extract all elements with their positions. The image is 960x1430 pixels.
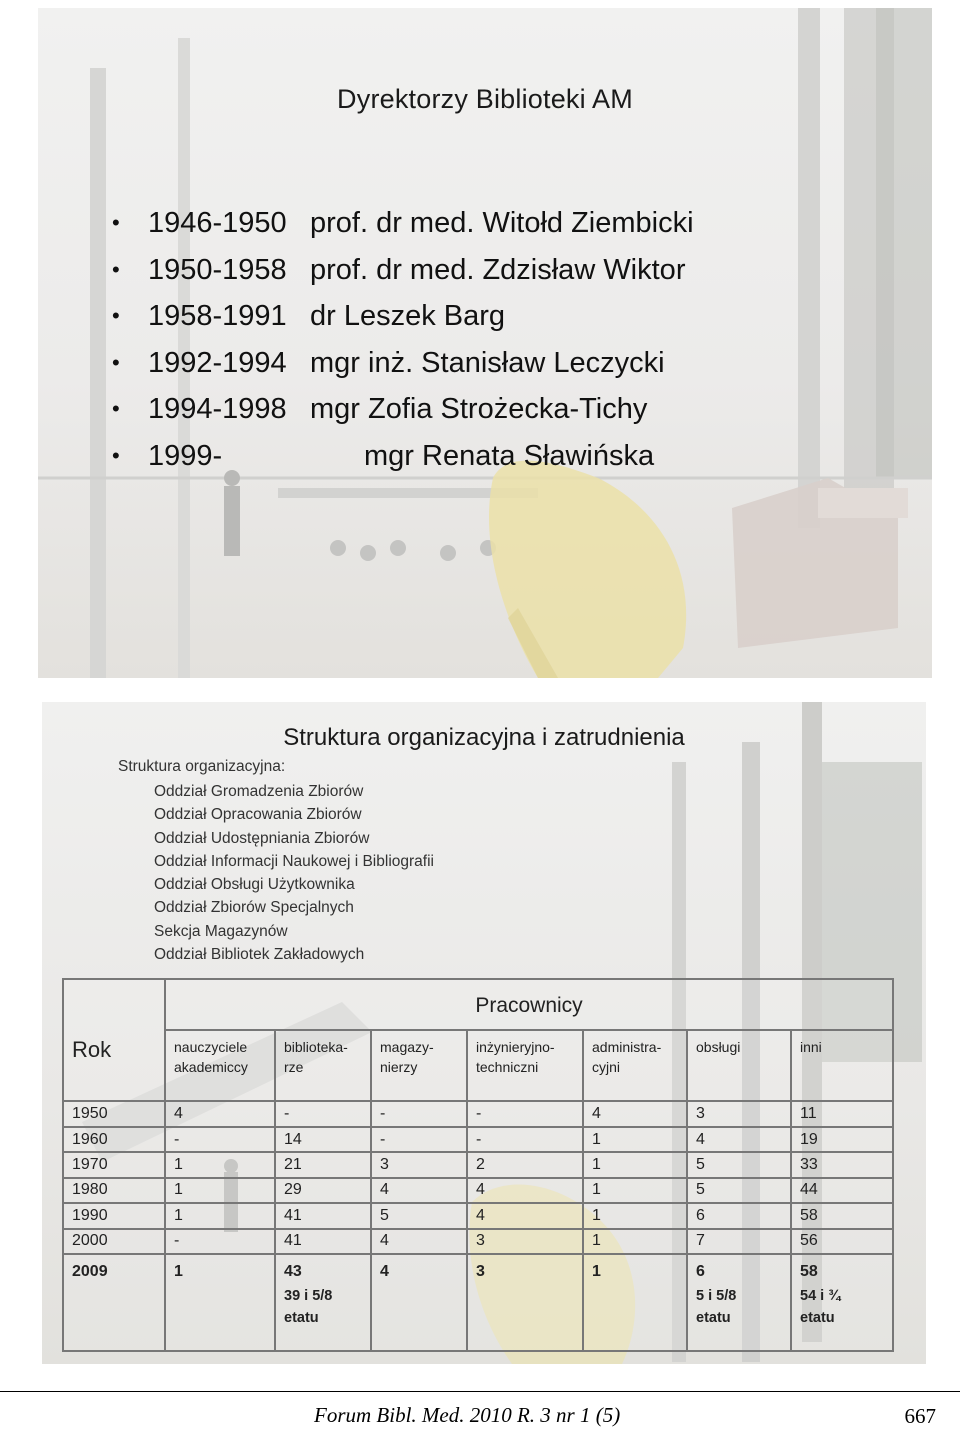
table-cell: 4 bbox=[467, 1203, 583, 1228]
table-row bbox=[63, 1203, 893, 1228]
slide-directors bbox=[38, 8, 932, 678]
table-row bbox=[63, 1101, 893, 1126]
director-years: 1950-1958 bbox=[148, 253, 287, 286]
bullet-icon: • bbox=[112, 303, 120, 328]
list-item: Oddział Informacji Naukowej i Bibliografii bbox=[154, 852, 434, 870]
table-cell: 1 bbox=[583, 1254, 687, 1351]
table-cell: 3 bbox=[687, 1101, 791, 1126]
structure-label: Struktura organizacyjna: bbox=[118, 758, 286, 775]
year-cell: 1950 bbox=[63, 1101, 165, 1126]
group-header: Pracownicy bbox=[165, 979, 893, 1030]
director-name: prof. dr med. Witołd Ziembicki bbox=[310, 207, 694, 239]
year-header: Rok bbox=[63, 979, 165, 1101]
table-cell: 1 bbox=[583, 1152, 687, 1177]
list-item: Oddział Udostępniania Zbiorów bbox=[154, 829, 370, 847]
table-cell: 2 bbox=[467, 1152, 583, 1177]
units-list bbox=[154, 780, 434, 966]
director-years: 1992-1994 bbox=[148, 346, 287, 379]
table-cell: 19 bbox=[791, 1127, 893, 1152]
table-cell: 4 bbox=[371, 1178, 467, 1203]
table-cell: 7 bbox=[687, 1229, 791, 1255]
table-cell: 56 bbox=[791, 1229, 893, 1255]
table-cell: 44 bbox=[791, 1178, 893, 1203]
table-cell: 6 bbox=[687, 1203, 791, 1228]
table-cell: 4 bbox=[583, 1101, 687, 1126]
table-cell: - bbox=[371, 1101, 467, 1126]
table-cell: 4 bbox=[165, 1101, 275, 1126]
table-row bbox=[63, 1127, 893, 1152]
list-item: Sekcja Magazynów bbox=[154, 922, 288, 940]
director-name: dr Leszek Barg bbox=[310, 300, 506, 332]
bullet-icon: • bbox=[112, 210, 120, 235]
table-cell: 1 bbox=[583, 1229, 687, 1255]
page-number: 667 bbox=[904, 1404, 936, 1428]
table-cell: 11 bbox=[791, 1101, 893, 1126]
column-header: inżynieryjno- techniczni bbox=[467, 1030, 583, 1101]
table-cell: - bbox=[275, 1101, 371, 1126]
table-cell: 3 bbox=[467, 1229, 583, 1255]
slide-title: Struktura organizacyjna i zatrudnienia bbox=[283, 724, 685, 751]
year-cell: 2000 bbox=[63, 1229, 165, 1255]
table-cell: 41 bbox=[275, 1203, 371, 1228]
table-cell: 1 bbox=[583, 1178, 687, 1203]
year-cell: 1960 bbox=[63, 1127, 165, 1152]
table-cell: 4 bbox=[467, 1178, 583, 1203]
table-cell: 3 bbox=[467, 1254, 583, 1351]
footer-divider bbox=[0, 1391, 960, 1392]
table-cell: 4 bbox=[687, 1127, 791, 1152]
list-item: Oddział Gromadzenia Zbiorów bbox=[154, 783, 364, 800]
table-cell: 4 bbox=[371, 1254, 467, 1351]
column-header: administra- cyjni bbox=[583, 1030, 687, 1101]
table-cell: 41 bbox=[275, 1229, 371, 1255]
slide-title: Dyrektorzy Biblioteki AM bbox=[337, 84, 633, 114]
table-cell: 29 bbox=[275, 1178, 371, 1203]
table-cell: 1 bbox=[165, 1203, 275, 1228]
table-cell: 14 bbox=[275, 1127, 371, 1152]
column-header: obsługi bbox=[687, 1030, 791, 1101]
table-cell: 5 bbox=[371, 1203, 467, 1228]
table-cell: - bbox=[371, 1127, 467, 1152]
journal-citation: Forum Bibl. Med. 2010 R. 3 nr 1 (5) bbox=[314, 1403, 621, 1427]
year-cell: 1990 bbox=[63, 1203, 165, 1228]
table-cell: 1 bbox=[165, 1254, 275, 1351]
table-cell: 58 bbox=[791, 1203, 893, 1228]
director-name: mgr inż. Stanisław Leczycki bbox=[310, 346, 665, 379]
table-cell: 33 bbox=[791, 1152, 893, 1177]
director-years: 1958-1991 bbox=[148, 300, 287, 332]
year-cell: 1980 bbox=[63, 1178, 165, 1203]
bullet-icon: • bbox=[112, 349, 120, 375]
year-cell: 1970 bbox=[63, 1152, 165, 1177]
table-cell: - bbox=[467, 1127, 583, 1152]
bullet-icon: • bbox=[112, 442, 120, 468]
list-item: Oddział Obsługi Użytkownika bbox=[154, 876, 355, 894]
table-row bbox=[63, 1229, 893, 1255]
list-item: Oddział Opracowania Zbiorów bbox=[154, 806, 362, 824]
table-row bbox=[63, 1254, 893, 1351]
table-cell: - bbox=[467, 1101, 583, 1126]
table-cell: - bbox=[165, 1229, 275, 1255]
director-name: prof. dr med. Zdzisław Wiktor bbox=[310, 253, 686, 286]
director-years: 1946-1950 bbox=[148, 207, 287, 239]
column-header: biblioteka- rze bbox=[275, 1030, 371, 1101]
table-cell: 1 bbox=[583, 1127, 687, 1152]
director-years: 1999- bbox=[148, 439, 223, 472]
column-header: nauczyciele akademiccy bbox=[165, 1030, 275, 1101]
table-cell: 21 bbox=[275, 1152, 371, 1177]
table-cell: 58 54 i ¾ etatu bbox=[791, 1254, 893, 1351]
bullet-icon: • bbox=[112, 256, 120, 282]
table-cell: 1 bbox=[583, 1203, 687, 1228]
table-cell: 1 bbox=[165, 1152, 275, 1177]
table-cell: 5 bbox=[687, 1152, 791, 1177]
table-cell: 43 39 i 5/8 etatu bbox=[275, 1254, 371, 1351]
table-cell: 4 bbox=[371, 1229, 467, 1255]
year-cell: 2009 bbox=[63, 1254, 165, 1351]
director-name: mgr Renata Sławińska bbox=[364, 439, 655, 472]
director-name: mgr Zofia Strożecka-Tichy bbox=[310, 393, 648, 425]
table-cell: - bbox=[165, 1127, 275, 1152]
director-years: 1994-1998 bbox=[148, 393, 287, 425]
table-row bbox=[63, 1152, 893, 1177]
slide-structure bbox=[42, 702, 926, 1364]
list-item: Oddział Bibliotek Zakładowych bbox=[154, 946, 365, 964]
table-cell: 3 bbox=[371, 1152, 467, 1177]
table-row bbox=[63, 1178, 893, 1203]
table-cell: 6 5 i 5/8 etatu bbox=[687, 1254, 791, 1351]
employment-table bbox=[62, 978, 892, 1352]
column-header: inni bbox=[791, 1030, 893, 1101]
column-header: magazy- nierzy bbox=[371, 1030, 467, 1101]
bullet-icon: • bbox=[112, 396, 120, 421]
table-cell: 1 bbox=[165, 1178, 275, 1203]
list-item: Oddział Zbiorów Specjalnych bbox=[154, 899, 354, 917]
table-cell: 5 bbox=[687, 1178, 791, 1203]
